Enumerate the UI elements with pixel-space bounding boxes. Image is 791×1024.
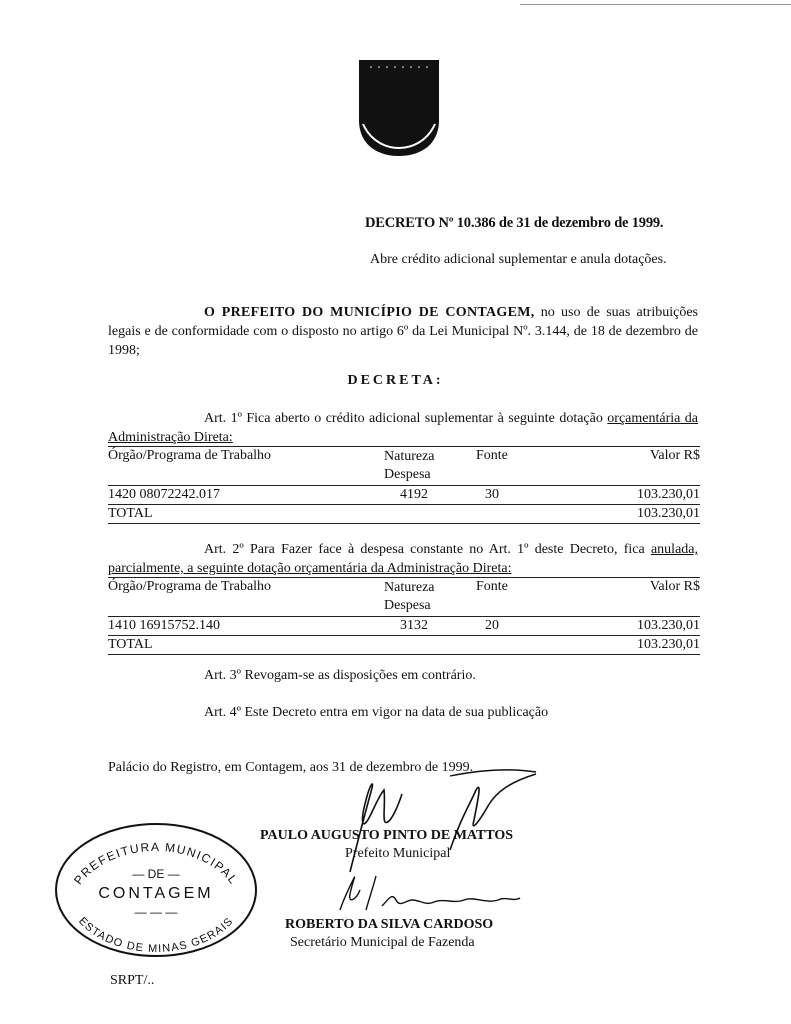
table-header-row xyxy=(108,446,700,486)
header-orgao: Órgão/Programa de Trabalho xyxy=(108,448,272,463)
preamble-authority: O PREFEITO DO MUNICÍPIO DE CONTAGEM, xyxy=(204,305,535,320)
signatory-2-role: Secretário Municipal de Fazenda xyxy=(290,935,475,950)
article-3: Art. 3º Revogam-se as disposições em contrário. xyxy=(204,668,476,683)
signatory-1-name: PAULO AUGUSTO PINTO DE MATTOS xyxy=(260,828,514,843)
table-total-row xyxy=(108,636,700,655)
article-4: Art. 4º Este Decreto entra em vigor na data de sua publicação xyxy=(204,705,549,720)
total-label: TOTAL xyxy=(108,506,153,521)
seal-top-arc-text: PREFEITURA MUNICIPAL xyxy=(71,839,241,888)
seal-bottom-arc-text: ESTADO DE MINAS GERAIS xyxy=(76,915,236,956)
table-total-row xyxy=(108,505,700,524)
table-row xyxy=(108,617,700,636)
header-fonte: Fonte xyxy=(476,448,508,463)
article-2 xyxy=(108,540,698,578)
header-natureza xyxy=(384,448,435,484)
allocation-table-2 xyxy=(108,577,700,655)
header-natureza xyxy=(384,579,435,615)
table-header-row xyxy=(108,577,700,617)
seal-de-text: — DE — xyxy=(132,867,180,881)
closing-place-date: Palácio do Registro, em Contagem, aos 31 de dezembro de 1999. xyxy=(108,760,474,775)
header-fonte: Fonte xyxy=(476,579,508,594)
top-rule xyxy=(520,4,791,5)
decree-summary: Abre crédito adicional suplementar e anula dotações. xyxy=(370,252,667,267)
cell-valor: 103.230,01 xyxy=(637,618,700,633)
preamble-text: no uso de suas atribuições legais e de conformidade com o disposto no artigo 6º da Lei Municipal Nº. 3.144, de 18 de dezembro de 1998; xyxy=(108,305,698,358)
table-row xyxy=(108,486,700,505)
signatory-2-name: ROBERTO DA SILVA CARDOSO xyxy=(285,917,494,932)
article-2-underlined: anulada, parcialmente, a seguinte dotação orçamentária da Administração Direta: xyxy=(108,542,698,576)
municipal-stamp-seal xyxy=(52,820,260,960)
decree-title: DECRETO Nº 10.386 de 31 de dezembro de 1999. xyxy=(365,215,664,231)
header-valor: Valor R$ xyxy=(649,448,700,463)
header-natureza-line1: Natureza xyxy=(384,449,435,464)
header-natureza-line2: Despesa xyxy=(384,598,431,613)
cell-programa: 1410 16915752.140 xyxy=(108,618,220,633)
article-2-text: Art. 2º Para Fazer face à despesa constante no Art. 1º deste Decreto, fica xyxy=(204,542,651,557)
cell-fonte: 20 xyxy=(485,618,499,633)
header-natureza-line2: Despesa xyxy=(384,467,431,482)
cell-natureza: 4192 xyxy=(400,487,428,502)
preamble-paragraph xyxy=(108,303,698,360)
seal-divider: — — — xyxy=(134,905,178,919)
total-label: TOTAL xyxy=(108,637,153,652)
article-1-text: Art. 1º Fica aberto o crédito adicional suplementar à seguinte dotação xyxy=(204,411,608,426)
total-value: 103.230,01 xyxy=(637,506,700,521)
article-1-underlined: orçamentária da Administração Direta: xyxy=(108,411,699,445)
header-orgao: Órgão/Programa de Trabalho xyxy=(108,579,272,594)
decreta-heading: DECRETA: xyxy=(347,373,444,388)
svg-text:ESTADO DE MINAS GERAIS xyxy=(76,915,236,955)
signatory-1-role: Prefeito Municipal xyxy=(345,846,451,861)
article-1 xyxy=(108,409,698,447)
footer-reference: SRPT/.. xyxy=(110,973,155,988)
secretary-handwritten-signature xyxy=(330,870,530,920)
mayor-handwritten-signature xyxy=(300,760,560,880)
header-natureza-line1: Natureza xyxy=(384,580,435,595)
cell-natureza: 3132 xyxy=(400,618,428,633)
seal-city-text: CONTAGEM xyxy=(98,885,214,902)
cell-fonte: 30 xyxy=(485,487,499,502)
cell-valor: 103.230,01 xyxy=(637,487,700,502)
coat-of-arms-emblem xyxy=(357,58,441,160)
total-value: 103.230,01 xyxy=(637,637,700,652)
cell-programa: 1420 08072242.017 xyxy=(108,487,220,502)
header-valor: Valor R$ xyxy=(649,579,700,594)
allocation-table-1 xyxy=(108,446,700,524)
